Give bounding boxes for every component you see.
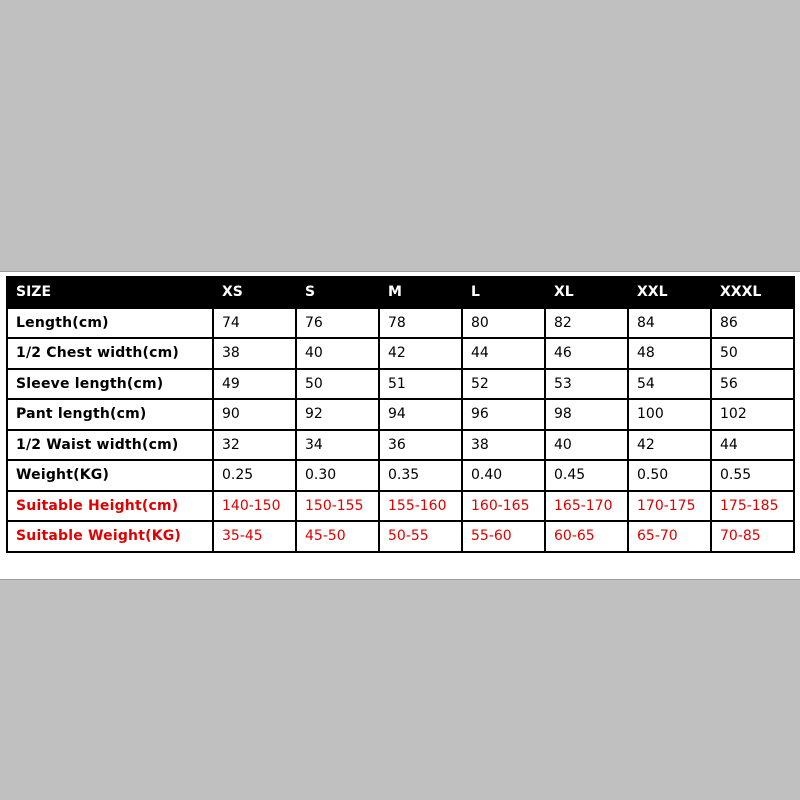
row-label: Suitable Weight(KG) (7, 521, 213, 552)
size-chart-table (6, 276, 795, 553)
header-cell-xs: XS (213, 277, 296, 308)
table-cell: 140-150 (213, 491, 296, 522)
table-cell: 155-160 (379, 491, 462, 522)
table-cell: 56 (711, 369, 794, 400)
table-cell: 40 (296, 338, 379, 369)
header-cell-size: SIZE (7, 277, 213, 308)
table-cell: 0.30 (296, 460, 379, 491)
table-cell: 49 (213, 369, 296, 400)
table-cell: 48 (628, 338, 711, 369)
table-cell: 65-70 (628, 521, 711, 552)
table-cell: 170-175 (628, 491, 711, 522)
table-cell: 32 (213, 430, 296, 461)
table-row (7, 491, 794, 522)
header-cell-xxxl: XXXL (711, 277, 794, 308)
row-label: Sleeve length(cm) (7, 369, 213, 400)
table-cell: 36 (379, 430, 462, 461)
table-cell: 44 (711, 430, 794, 461)
table-cell: 0.45 (545, 460, 628, 491)
table-cell: 160-165 (462, 491, 545, 522)
table-cell: 84 (628, 308, 711, 339)
table-row (7, 308, 794, 339)
header-cell-xl: XL (545, 277, 628, 308)
table-cell: 0.55 (711, 460, 794, 491)
table-cell: 54 (628, 369, 711, 400)
table-cell: 50 (296, 369, 379, 400)
table-cell: 150-155 (296, 491, 379, 522)
table-cell: 38 (462, 430, 545, 461)
row-label: Length(cm) (7, 308, 213, 339)
header-cell-l: L (462, 277, 545, 308)
row-label: Weight(KG) (7, 460, 213, 491)
table-cell: 34 (296, 430, 379, 461)
table-cell: 44 (462, 338, 545, 369)
table-header-row (7, 277, 794, 308)
table-row (7, 399, 794, 430)
table-cell: 90 (213, 399, 296, 430)
table-body (7, 308, 794, 552)
row-label: 1/2 Chest width(cm) (7, 338, 213, 369)
table-cell: 70-85 (711, 521, 794, 552)
table-cell: 40 (545, 430, 628, 461)
table-row (7, 460, 794, 491)
table-cell: 86 (711, 308, 794, 339)
table-cell: 52 (462, 369, 545, 400)
table-cell: 74 (213, 308, 296, 339)
table-cell: 98 (545, 399, 628, 430)
table-cell: 78 (379, 308, 462, 339)
table-cell: 42 (628, 430, 711, 461)
row-label: 1/2 Waist width(cm) (7, 430, 213, 461)
table-cell: 0.25 (213, 460, 296, 491)
table-cell: 53 (545, 369, 628, 400)
table-row (7, 338, 794, 369)
table-cell: 50 (711, 338, 794, 369)
table-cell: 55-60 (462, 521, 545, 552)
table-cell: 175-185 (711, 491, 794, 522)
table-cell: 42 (379, 338, 462, 369)
table-cell: 51 (379, 369, 462, 400)
table-cell: 100 (628, 399, 711, 430)
table-cell: 94 (379, 399, 462, 430)
table-cell: 80 (462, 308, 545, 339)
table-cell: 50-55 (379, 521, 462, 552)
table-cell: 0.35 (379, 460, 462, 491)
table-row (7, 521, 794, 552)
table-cell: 0.40 (462, 460, 545, 491)
table-cell: 38 (213, 338, 296, 369)
row-label: Pant length(cm) (7, 399, 213, 430)
table-cell: 35-45 (213, 521, 296, 552)
table-cell: 45-50 (296, 521, 379, 552)
table-cell: 102 (711, 399, 794, 430)
header-cell-s: S (296, 277, 379, 308)
header-cell-m: M (379, 277, 462, 308)
table-cell: 165-170 (545, 491, 628, 522)
header-cell-xxl: XXL (628, 277, 711, 308)
table-row (7, 369, 794, 400)
table-cell: 82 (545, 308, 628, 339)
table-cell: 60-65 (545, 521, 628, 552)
table-cell: 46 (545, 338, 628, 369)
table-cell: 96 (462, 399, 545, 430)
table-cell: 92 (296, 399, 379, 430)
table-cell: 76 (296, 308, 379, 339)
table-row (7, 430, 794, 461)
row-label: Suitable Height(cm) (7, 491, 213, 522)
table-cell: 0.50 (628, 460, 711, 491)
